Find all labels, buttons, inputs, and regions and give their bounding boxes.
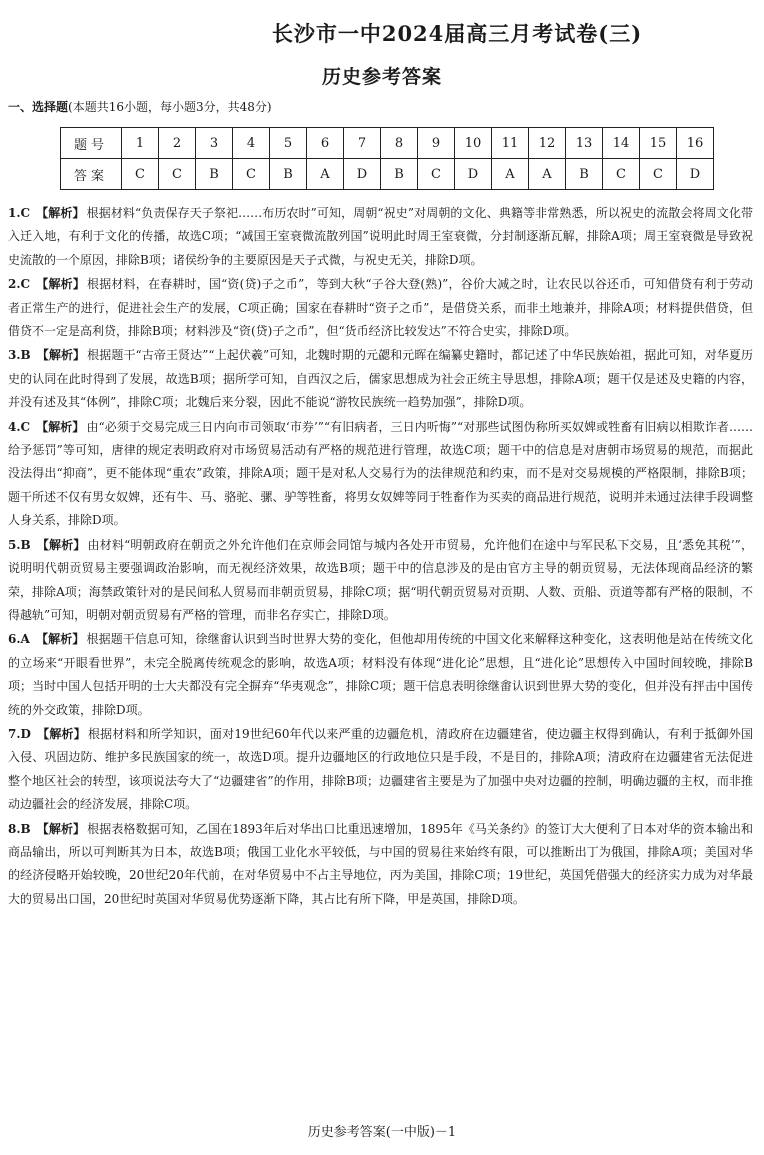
question-number-cell: 15 (640, 128, 677, 159)
answer-key-cell: C (159, 159, 196, 190)
item-answer: 5.B (8, 537, 31, 552)
question-number-cell: 12 (529, 128, 566, 159)
question-number-cell: 2 (159, 128, 196, 159)
question-number-cell: 6 (307, 128, 344, 159)
question-number-cell: 13 (566, 128, 603, 159)
explanation-tag: 【解析】 (36, 537, 86, 552)
answer-key-cell: A (529, 159, 566, 190)
question-number-cell: 14 (603, 128, 640, 159)
answer-key-cell: C (122, 159, 159, 190)
answer-key-cell: B (566, 159, 603, 190)
question-number-cell: 4 (233, 128, 270, 159)
question-number-cell: 16 (677, 128, 714, 159)
item-answer: 2.C (8, 277, 31, 292)
explanation-tag: 【解析】 (36, 726, 86, 741)
explanation-tag: 【解析】 (36, 348, 86, 363)
question-number-cell: 7 (344, 128, 381, 159)
explanation-list (8, 202, 753, 912)
section-heading (8, 98, 272, 115)
explanation-item (8, 344, 753, 414)
section-note: (本题共16小题，每小题3分，共48分) (68, 100, 272, 114)
question-number-cell: 9 (418, 128, 455, 159)
explanation-text: 根据材料“负责保存天子祭祀……布历农时”可知，周朝“祝史”对周朝的文化、典籍等非常熟悉，所以祝史的流散会将周文化带入迁入地，有利于文化的传播，故选C项；“减国王室衰微流散列国”说明此时周王室衰微，分封制逐渐瓦解，排除A项；周王室衰微是导致祝史流散的一个原因，排除B项；诸侯纷争的主要原因是天子式微，与祝史无关，排除D项。 (8, 206, 753, 267)
document-title: 长沙市一中2024届高三月考试卷(三) (271, 21, 643, 46)
answer-key-cell: D (455, 159, 492, 190)
explanation-text: 根据材料和所学知识，面对19世纪60年代以来严重的边疆危机，清政府在边疆建省，使边疆主权得到确认，有利于抵御外国入侵、巩固边防、维护多民族国家的统一，故选D项。提升边疆地区的行政地位只是手段，不是目的，排除A项；清政府在边疆建省无法促进整个地区社会的转型，该项说法夸大了“边疆建省”的作用，排除B项；边疆建省主要是为了加强中央对边疆的控制，明确边疆的主权，而非推动边疆社会的经济发展，排除C项。 (8, 726, 753, 812)
answer-key-cell: B (270, 159, 307, 190)
question-number-cell: 10 (455, 128, 492, 159)
page-footer: 历史参考答案(一中版)－1 (307, 1125, 457, 1140)
question-number-cell: 11 (492, 128, 529, 159)
section-label: 一、选择题 (8, 100, 69, 114)
explanation-tag: 【解析】 (36, 419, 85, 434)
explanation-item (8, 273, 753, 343)
answer-key-cell: D (677, 159, 714, 190)
explanation-text: 由“必须于交易完成三日内向市司领取‘市券’”“有旧病者，三日内听悔”“对那些试图伪称所买奴婢或牲畜有旧病以相欺诈者……给予惩罚”等可知，唐律的规定表明政府对市场贸易活动有严格的规范进行管理，故选C项；题干中的信息是对唐朝市场贸易的规范，而据此没法得出“抑商”，更不能体现“重农”政策，排除A项；题干是对私人交易行为的法律规范和约束，而不是对交易规模的严格限制，排除B项；题干所述不仅有男女奴婢，还有牛、马、骆驼、骡、驴等牲畜，将男女奴婢等同于牲畜作为买卖的商品进行规范，说明并未通过法律手段调整人身关系，排除D项。 (8, 419, 753, 528)
question-number-cell: 5 (270, 128, 307, 159)
answer-key-cell: C (640, 159, 677, 190)
explanation-item (8, 723, 753, 817)
explanation-text: 根据题干“古帝王贤达”“上起伏羲”可知，北魏时期的元勰和元晖在编纂史籍时，都记述了中华民族始祖，据此可知，对华夏历史的认同在此时得到了发展，故选B项；据所学可知，自西汉之后，儒家思想成为社会正统主导思想，排除A项；题干仅是述及史籍的内容，并没有述及其“体例”，排除C项；北魏后来分裂，因此不能说“游牧民族统一趋势加强”，排除D项。 (8, 348, 753, 410)
item-answer: 1.C (8, 206, 31, 220)
item-answer: 6.A (8, 632, 30, 647)
answer-key-cell: B (196, 159, 233, 190)
explanation-tag: 【解析】 (35, 632, 85, 647)
explanation-tag: 【解析】 (36, 277, 86, 292)
explanation-item (8, 202, 753, 272)
answer-key-cell: C (233, 159, 270, 190)
item-answer: 8.B (8, 821, 31, 836)
answer-table (60, 127, 714, 190)
answer-key-cell: C (603, 159, 640, 190)
answer-key-cell: A (307, 159, 344, 190)
question-number-cell: 1 (122, 128, 159, 159)
answer-key-cell: A (492, 159, 529, 190)
answer-row (61, 159, 714, 190)
item-answer: 7.D (8, 726, 31, 741)
answer-key-cell: C (418, 159, 455, 190)
explanation-item (8, 628, 753, 722)
explanation-item (8, 818, 753, 912)
answer-key-cell: B (381, 159, 418, 190)
row-label: 答案 (61, 159, 122, 190)
explanation-text: 根据材料，在春耕时，国“资(贷)子之币”，等到大秋“子谷大登(熟)”，谷价大减之时，让农民以谷还币，可知借贷有利于劳动者正常生产的进行，促进社会生产的发展，C项正确；国家在春耕时“资子之币”，是借贷关系，而非土地兼并，排除A项；材料提供借贷，但借贷不一定是高利贷，排除B项；材料涉及“资(贷)子之币”，但“货币经济比较发达”不符合史实，排除D项。 (8, 277, 753, 339)
question-number-cell: 8 (381, 128, 418, 159)
item-answer: 3.B (8, 348, 31, 363)
explanation-item (8, 416, 753, 533)
explanation-item (8, 534, 753, 628)
question-number-row (61, 128, 714, 159)
explanation-tag: 【解析】 (36, 206, 85, 220)
explanation-text: 根据表格数据可知，乙国在1893年后对华出口比重迅速增加，1895年《马关条约》的签订大大便利了日本对华的资本输出和商品输出，所以可判断其为日本，故选B项；俄国工业化水平较低，与中国的贸易往来始终有限，可以推断出丁为俄国，排除A项；美国对华的经济侵略开始较晚，20世纪20年代前，在对华贸易中不占主导地位，丙为美国，排除C项；19世纪，英国凭借强大的经济实力成为对华最大的贸易出口国，20世纪时英国对华贸易优势逐渐下降，其占比有所下降，甲是英国，排除D项。 (8, 821, 753, 906)
document-subtitle: 历史参考答案 (321, 66, 442, 88)
answer-key-cell: D (344, 159, 381, 190)
explanation-text: 由材料“明朝政府在朝贡之外允许他们在京师会同馆与城内各处开市贸易，允许他们在途中与军民私下交易，且‘悉免其税’”，说明明代朝贡贸易主要强调政治影响，而无视经济效果，故选B项；题干中的信息涉及的是由官方主导的朝贡贸易，无法体现商品经济的繁荣，排除A项；海禁政策针对的是民间私人贸易而非朝贡贸易，排除C项；据“明代朝贡贸易对贡期、人数、贡船、贡道等都有严格的限制，不得越轨”可知，明朝对朝贡贸易有严格的管理，而非名存实亡，排除D项。 (8, 537, 753, 622)
explanation-text: 根据题干信息可知，徐继畬认识到当时世界大势的变化，但他却用传统的中国文化来解释这种变化，这表明他是站在传统文化的立场来“开眼看世界”，未完全脱离传统观念的影响，故选A项；材料没有体现“进化论”思想，且“进化论”思想传入中国时间较晚，排除B项；当时中国人包括开明的士大夫都没有完全摒弃“华夷观念”，排除C项；题干信息表明徐继畬认识到世界大势的变化，但并没有抨击中国传统的外交政策，排除D项。 (8, 632, 753, 717)
question-number-cell: 3 (196, 128, 233, 159)
row-label: 题号 (61, 128, 122, 159)
explanation-tag: 【解析】 (36, 821, 86, 836)
item-answer: 4.C (8, 419, 31, 434)
